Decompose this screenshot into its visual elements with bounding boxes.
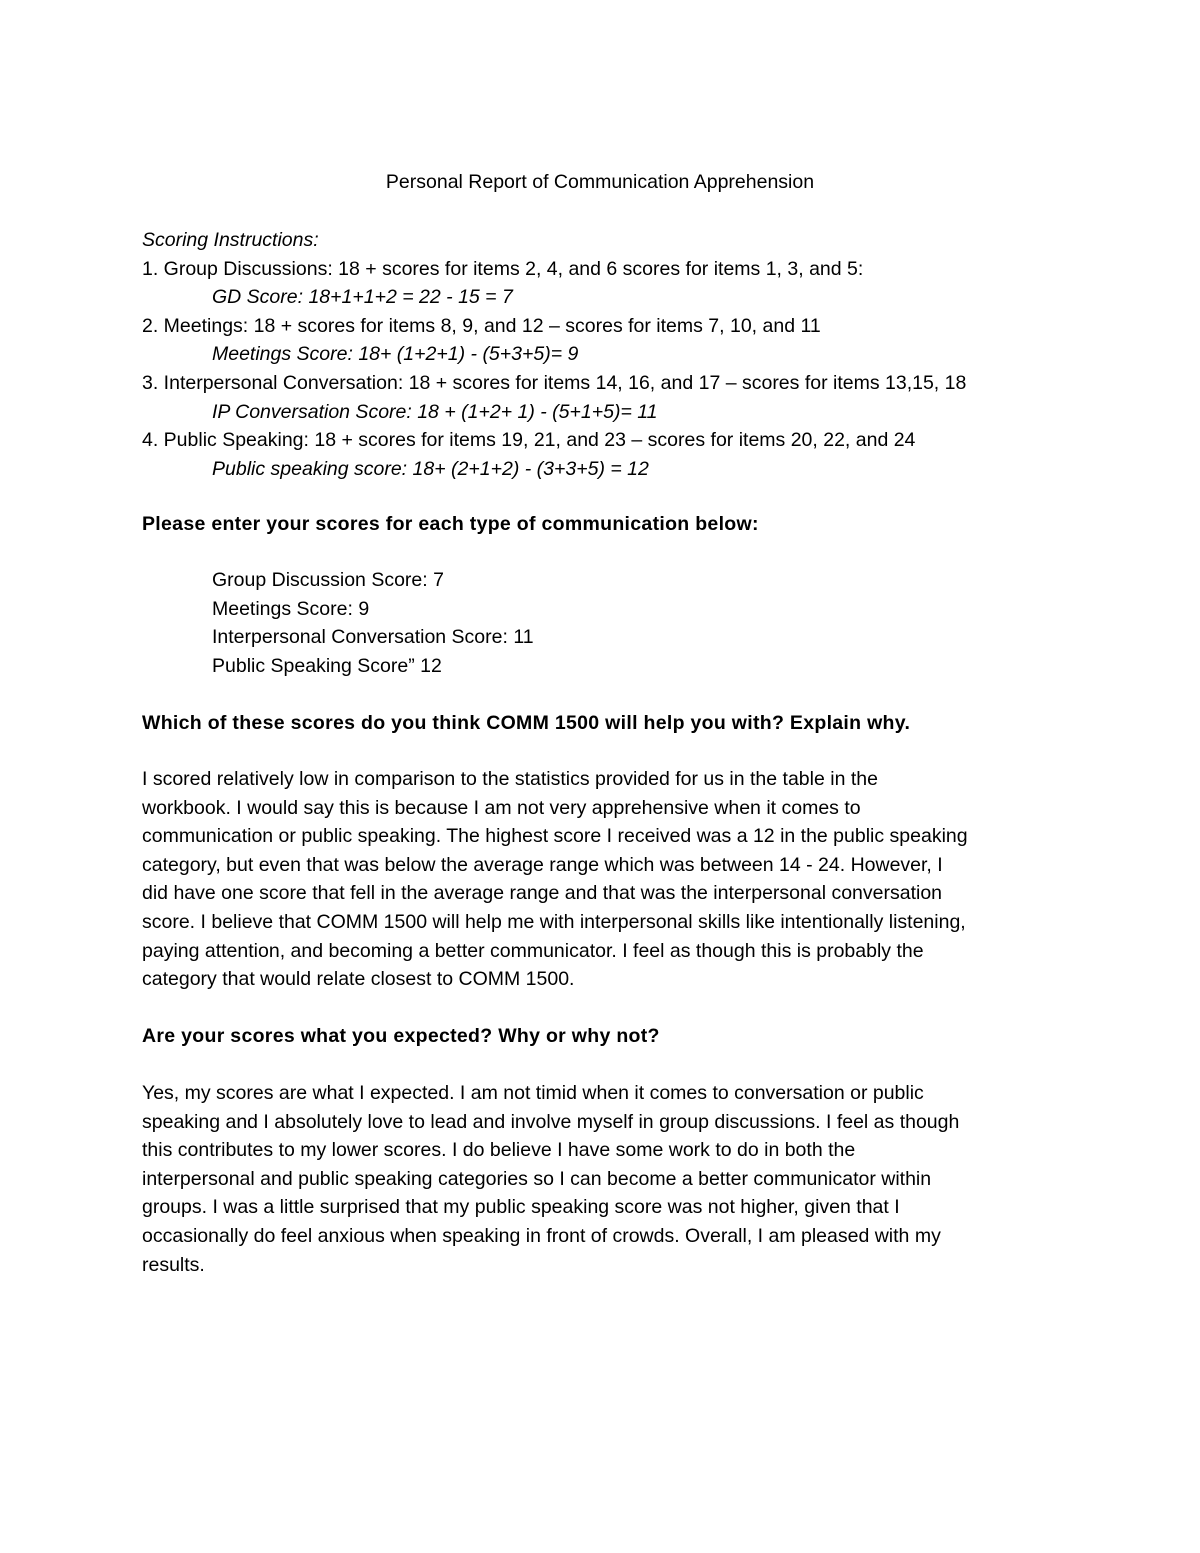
question1-section <box>142 709 1062 738</box>
answer1-line: I scored relatively low in comparison to the statistics provided for us in the table in the <box>142 768 878 790</box>
scoring-rule-public-speaking: 4. Public Speaking: 18 + scores for items 19, 21, and 23 – scores for items 20, 22, and 24 <box>142 429 916 452</box>
answer1-line: did have one score that fell in the average range and that was the interpersonal conversation <box>142 882 943 905</box>
scoring-score-meetings: Meetings Score: 18+ (1+2+1) - (5+3+5)= 9 <box>212 343 579 366</box>
score-group-discussion: Group Discussion Score: 7 <box>212 569 444 591</box>
answer2-line: groups. I was a little surprised that my public speaking score was not higher, given that I <box>142 1196 900 1219</box>
scoring-heading: Scoring Instructions: <box>142 229 319 251</box>
answer2-line: interpersonal and public speaking categories so I can become a better communicator within <box>142 1167 932 1190</box>
answer1-line: workbook. I would say this is because I am not very apprehensive when it comes to <box>142 796 861 819</box>
enter-scores-section <box>142 510 1062 539</box>
scoring-score-public-speaking: Public speaking score: 18+ (2+1+2) - (3+3+5) = 12 <box>212 457 649 480</box>
question2-heading: Are your scores what you expected? Why or why not? <box>142 1025 660 1047</box>
scoring-instructions <box>142 226 1062 483</box>
score-public-speaking: Public Speaking Score” 12 <box>212 654 442 677</box>
answer2-line: occasionally do feel anxious when speaking in front of crowds. Overall, I am pleased with my <box>142 1224 941 1247</box>
enter-scores-heading: Please enter your scores for each type of communication below: <box>142 513 759 535</box>
scoring-rule-interpersonal: 3. Interpersonal Conversation: 18 + scores for items 14, 16, and 17 – scores for items 13,15, 18 <box>142 371 967 394</box>
question1-heading: Which of these scores do you think COMM 1500 will help you with? Explain why. <box>142 712 911 734</box>
question2-section <box>142 1022 1062 1051</box>
answer1-line: category that would relate closest to COMM 1500. <box>142 968 575 991</box>
score-list <box>142 566 1062 680</box>
question2-answer <box>142 1079 1062 1279</box>
answer1-line: score. I believe that COMM 1500 will help me with interpersonal skills like intentionally listening, <box>142 910 966 933</box>
answer1-line: communication or public speaking. The highest score I received was a 12 in the public speaking <box>142 825 968 848</box>
scoring-score-interpersonal: IP Conversation Score: 18 + (1+2+ 1) - (5+1+5)= 11 <box>212 400 658 423</box>
scoring-rule-group-discussions: 1. Group Discussions: 18 + scores for items 2, 4, and 6 scores for items 1, 3, and 5: <box>142 257 864 280</box>
answer2-line: this contributes to my lower scores. I do believe I have some work to do in both the <box>142 1139 856 1162</box>
answer1-line: paying attention, and becoming a better communicator. I feel as though this is probably the <box>142 939 924 962</box>
answer1-line: category, but even that was below the average range which was between 14 - 24. However, I <box>142 853 943 876</box>
answer2-line: results. <box>142 1253 205 1276</box>
scoring-rule-meetings: 2. Meetings: 18 + scores for items 8, 9, and 12 – scores for items 7, 10, and 11 <box>142 314 821 337</box>
answer2-line: speaking and I absolutely love to lead and involve myself in group discussions. I feel as though <box>142 1110 960 1133</box>
score-meetings: Meetings Score: 9 <box>212 597 370 620</box>
document-title: Personal Report of Communication Apprehension <box>385 171 815 193</box>
scoring-score-group-discussions: GD Score: 18+1+1+2 = 22 - 15 = 7 <box>212 286 513 309</box>
question1-answer <box>142 765 1062 994</box>
score-interpersonal: Interpersonal Conversation Score: 11 <box>212 626 534 649</box>
answer2-line: Yes, my scores are what I expected. I am not timid when it comes to conversation or public <box>142 1082 924 1104</box>
